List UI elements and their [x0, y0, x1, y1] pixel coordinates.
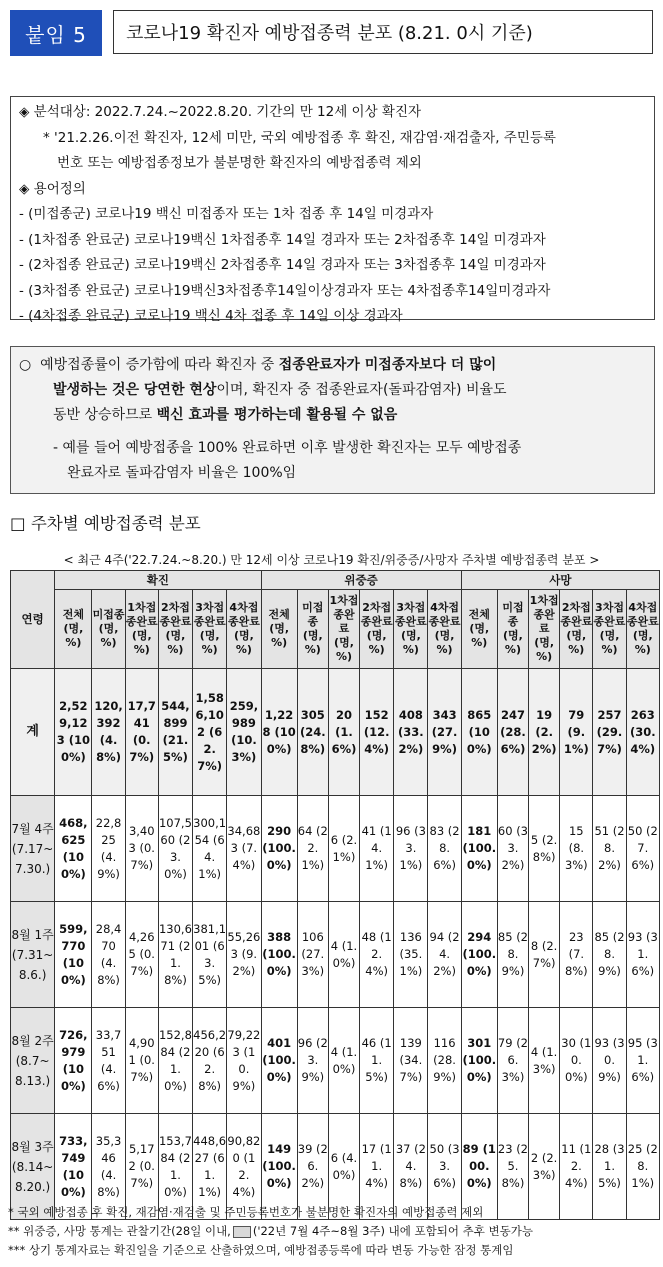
table-cell: 4 (1.0%): [328, 902, 359, 1008]
table-cell: 2,529,123 (100%): [55, 669, 92, 796]
table-cell: 152,884 (21.0%): [158, 1008, 192, 1114]
table-cell: 139 (34.7%): [394, 1008, 428, 1114]
subheader-row: [11, 590, 660, 669]
appendix-badge: 붙임 5: [10, 10, 102, 56]
table-cell: 865 (100%): [461, 669, 497, 796]
table-cell: 8 (2.7%): [529, 902, 560, 1008]
table-cell: 257 (29.7%): [593, 669, 626, 796]
table-cell: 79,223 (10.9%): [227, 1008, 261, 1114]
table-cell: 30 (10.0%): [560, 1008, 593, 1114]
table-cell: 85 (28.9%): [593, 902, 626, 1008]
week-row: [11, 796, 660, 902]
note-example-line-2: 완료자로 돌파감염자 비율은 100%임: [67, 465, 297, 481]
table-cell: 116 (28.9%): [428, 1008, 461, 1114]
group-header-confirmed: 확진: [55, 571, 261, 590]
table-cell: 153,784 (21.0%): [158, 1114, 192, 1220]
circle-bullet-icon: ○: [19, 357, 32, 373]
footnotes: [8, 1203, 658, 1260]
table-cell: 247 (28.6%): [497, 669, 528, 796]
table-cell: 55,263 (9.2%): [227, 902, 261, 1008]
table-cell: 93 (31.6%): [626, 902, 659, 1008]
note-example-line-1: - 예를 들어 예방접종을 100% 완료하면 이후 발생한 확진자는 모두 예방접종: [53, 440, 522, 456]
table-cell: 6 (2.1%): [328, 796, 359, 902]
table-cell: 64 (22.1%): [297, 796, 328, 902]
row-label: 8월 1주 (7.31~8.6.): [11, 902, 55, 1008]
section-heading: □ 주차별 예방접종력 분포: [10, 514, 201, 533]
table-cell: 599,770 (100%): [55, 902, 92, 1008]
table-cell: 305 (24.8%): [297, 669, 328, 796]
table-body: [11, 669, 660, 1220]
table-cell: 300,154 (64.1%): [193, 796, 227, 902]
table-cell: 456,220 (62.8%): [193, 1008, 227, 1114]
week-row: [11, 902, 660, 1008]
note-emphasis: 백신 효과를 평가하는데 활용될 수 없음: [156, 407, 398, 423]
table-cell: 79 (9.1%): [560, 669, 593, 796]
column-header: 미접종 (명, %): [297, 590, 328, 669]
note-text: 예방접종률이 증가함에 따라 확진자 중: [40, 357, 279, 373]
table-cell: 95 (31.6%): [626, 1008, 659, 1114]
table-cell: 60 (33.2%): [497, 796, 528, 902]
table-cell: 301 (100.0%): [461, 1008, 497, 1114]
table-cell: 51 (28.2%): [593, 796, 626, 902]
row-label: 8월 3주 (8.14~8.20.): [11, 1114, 55, 1220]
table-cell: 3,403 (0.7%): [125, 796, 158, 902]
table-cell: 106 (27.3%): [297, 902, 328, 1008]
table-cell: 1,586,102 (62.7%): [193, 669, 227, 796]
table-cell: 181 (100.0%): [461, 796, 497, 902]
table-cell: 294 (100.0%): [461, 902, 497, 1008]
note-text: 이며, 확진자 중 접종완료자(돌파감염자) 비율도: [216, 382, 507, 398]
row-label: 7월 4주 (7.17~7.30.): [11, 796, 55, 902]
table-cell: 50 (27.6%): [626, 796, 659, 902]
table-cell: 34,683 (7.4%): [227, 796, 261, 902]
footnote-2-text-b: ('22년 7월 4주~8월 3주) 내에 포함되어 추후 변동가능: [252, 1224, 533, 1238]
term-item: - (3차접종 완료군) 코로나19백신3차접종후14일이상경과자 또는 4차접종후14일미경과자: [19, 282, 551, 299]
table-cell: 96 (33.1%): [394, 796, 428, 902]
table-cell: 468,625 (100%): [55, 796, 92, 902]
page-title: 코로나19 확진자 예방접종력 분포 (8.21. 0시 기준): [113, 10, 653, 54]
table-cell: 1,228 (100%): [261, 669, 297, 796]
note-line-2: [19, 378, 646, 403]
table-cell: 25 (28.1%): [626, 1114, 659, 1220]
table-cell: 408 (33.2%): [394, 669, 428, 796]
table-cell: 120,392 (4.8%): [92, 669, 125, 796]
group-header-death: 사망: [461, 571, 659, 590]
table-cell: 28 (31.5%): [593, 1114, 626, 1220]
table-cell: 263 (30.4%): [626, 669, 659, 796]
table-cell: 136 (35.1%): [394, 902, 428, 1008]
table-cell: 93 (30.9%): [593, 1008, 626, 1114]
column-header: 3차접종완료 (명, %): [193, 590, 227, 669]
table-cell: 544,899 (21.5%): [158, 669, 192, 796]
table-cell: 107,560 (23.0%): [158, 796, 192, 902]
table-cell: 50 (33.6%): [428, 1114, 461, 1220]
table-cell: 23 (7.8%): [560, 902, 593, 1008]
table-cell: 23 (25.8%): [497, 1114, 528, 1220]
table-cell: 4,901 (0.7%): [125, 1008, 158, 1114]
column-header: 3차접종완료 (명, %): [593, 590, 626, 669]
table-cell: 290 (100.0%): [261, 796, 297, 902]
terms-heading: ◈ 용어정의: [19, 180, 86, 197]
column-header: 4차접종완료 (명, %): [227, 590, 261, 669]
table-cell: 83 (28.6%): [428, 796, 461, 902]
column-header: 2차접종완료 (명, %): [158, 590, 192, 669]
table-cell: 15 (8.3%): [560, 796, 593, 902]
table-cell: 48 (12.4%): [360, 902, 394, 1008]
table-cell: 149 (100.0%): [261, 1114, 297, 1220]
table-cell: 19 (2.2%): [529, 669, 560, 796]
column-header: 전체 (명, %): [261, 590, 297, 669]
table-cell: 4 (1.3%): [529, 1008, 560, 1114]
table-cell: 381,101 (63.5%): [193, 902, 227, 1008]
table-cell: 4,265 (0.7%): [125, 902, 158, 1008]
definitions-box: [10, 96, 655, 324]
note-text: 동반 상승하므로: [53, 407, 157, 423]
week-row: [11, 1008, 660, 1114]
column-header: 3차접종완료 (명, %): [394, 590, 428, 669]
table-cell: 726,979 (100%): [55, 1008, 92, 1114]
table-cell: 89 (100.0%): [461, 1114, 497, 1220]
table-cell: 41 (14.1%): [360, 796, 394, 902]
exclusion-note-line-1: * '21.2.26.이전 확진자, 12세 미만, 국외 예방접종 후 확진, 재감염·재검출자, 주민등록: [43, 129, 556, 146]
table-cell: 5,172 (0.7%): [125, 1114, 158, 1220]
table-cell: 17,741 (0.7%): [125, 669, 158, 796]
term-item: - (미접종군) 코로나19 백신 미접종자 또는 1차 접종 후 14일 미경과자: [19, 206, 434, 222]
exclusion-note-line-2: 번호 또는 예방접종정보가 불분명한 확진자의 예방접종력 제외: [57, 155, 422, 171]
column-header: 2차접종완료 (명, %): [560, 590, 593, 669]
table-cell: 33,751 (4.6%): [92, 1008, 125, 1114]
caution-note-box: [10, 346, 655, 494]
gray-box-icon: [233, 1226, 251, 1238]
column-header: 1차접종완료 (명, %): [125, 590, 158, 669]
analysis-target: ◈ 분석대상: 2022.7.24.~2022.8.20. 기간의 만 12세 이상 확진자: [19, 104, 422, 120]
table-cell: 448,627 (61.1%): [193, 1114, 227, 1220]
column-header: 4차접종완료 (명, %): [626, 590, 659, 669]
table-cell: 28,470 (4.8%): [92, 902, 125, 1008]
column-header: 전체 (명, %): [55, 590, 92, 669]
note-line-1: [19, 353, 646, 378]
table-cell: 46 (11.5%): [360, 1008, 394, 1114]
note-emphasis: 접종완료자가 미접종자보다 더 많이: [278, 357, 497, 373]
footnote-3: *** 상기 통계자료는 확진일을 기준으로 산출하였으며, 예방접종등록에 따라 변동 가능한 잠정 통계임: [8, 1243, 514, 1257]
table-cell: 79 (26.3%): [497, 1008, 528, 1114]
table-cell: 90,820 (12.4%): [227, 1114, 261, 1220]
footnote-2-text-a: ** 위중증, 사망 통계는 관찰기간(28일 이내,: [8, 1224, 231, 1238]
table-cell: 733,749 (100%): [55, 1114, 92, 1220]
row-label: 8월 2주 (8.7~8.13.): [11, 1008, 55, 1114]
table-cell: 4 (1.0%): [328, 1008, 359, 1114]
column-header: 미접종 (명, %): [497, 590, 528, 669]
footnote-2: [8, 1222, 658, 1241]
table-caption: < 최근 4주('22.7.24.~8.20.) 만 12세 이상 코로나19 확진/위중증/사망자 주차별 예방접종력 분포 >: [63, 553, 600, 567]
table-cell: 37 (24.8%): [394, 1114, 428, 1220]
row-header: 연령: [11, 571, 55, 669]
table-cell: 6 (4.0%): [328, 1114, 359, 1220]
table-cell: 259,989 (10.3%): [227, 669, 261, 796]
table-cell: 343 (27.9%): [428, 669, 461, 796]
term-item: - (1차접종 완료군) 코로나19백신 1차접종후 14일 경과자 또는 2차접종후 14일 미경과자: [19, 231, 546, 248]
note-emphasis: 발생하는 것은 당연한 현상: [53, 382, 217, 398]
row-label: 계: [11, 669, 55, 796]
table-cell: 85 (28.9%): [497, 902, 528, 1008]
table-cell: 22,825 (4.9%): [92, 796, 125, 902]
table-cell: 401 (100.0%): [261, 1008, 297, 1114]
footnote-1: * 국외 예방접종 후 확진, 재감염·재검출 및 주민등록번호가 불분명한 확진자의 예방접종력 제외: [8, 1205, 484, 1219]
column-header: 1차접종완료 (명, %): [328, 590, 359, 669]
table-cell: 96 (23.9%): [297, 1008, 328, 1114]
table-cell: 2 (2.3%): [529, 1114, 560, 1220]
table-cell: 130,671 (21.8%): [158, 902, 192, 1008]
table-cell: 5 (2.8%): [529, 796, 560, 902]
note-line-3: [19, 403, 646, 428]
column-header: 2차접종완료 (명, %): [360, 590, 394, 669]
term-item: - (2차접종 완료군) 코로나19백신 2차접종후 14일 경과자 또는 3차접종후 14일 미경과자: [19, 257, 546, 273]
column-header: 미접종 (명, %): [92, 590, 125, 669]
table-cell: 20 (1.6%): [328, 669, 359, 796]
table-cell: 388 (100.0%): [261, 902, 297, 1008]
column-header: 4차접종완료 (명, %): [428, 590, 461, 669]
table-cell: 17 (11.4%): [360, 1114, 394, 1220]
column-header: 전체 (명, %): [461, 590, 497, 669]
column-header: 1차접종완료 (명, %): [529, 590, 560, 669]
group-header-severe: 위중증: [261, 571, 461, 590]
table-cell: 94 (24.2%): [428, 902, 461, 1008]
total-row: [11, 669, 660, 796]
vaccination-history-table: [10, 570, 660, 1220]
table-cell: 39 (26.2%): [297, 1114, 328, 1220]
term-item: - (4차접종 완료군) 코로나19 백신 4차 접종 후 14일 이상 경과자: [19, 308, 403, 324]
table-cell: 35,346 (4.8%): [92, 1114, 125, 1220]
table-cell: 11 (12.4%): [560, 1114, 593, 1220]
table-cell: 152 (12.4%): [360, 669, 394, 796]
